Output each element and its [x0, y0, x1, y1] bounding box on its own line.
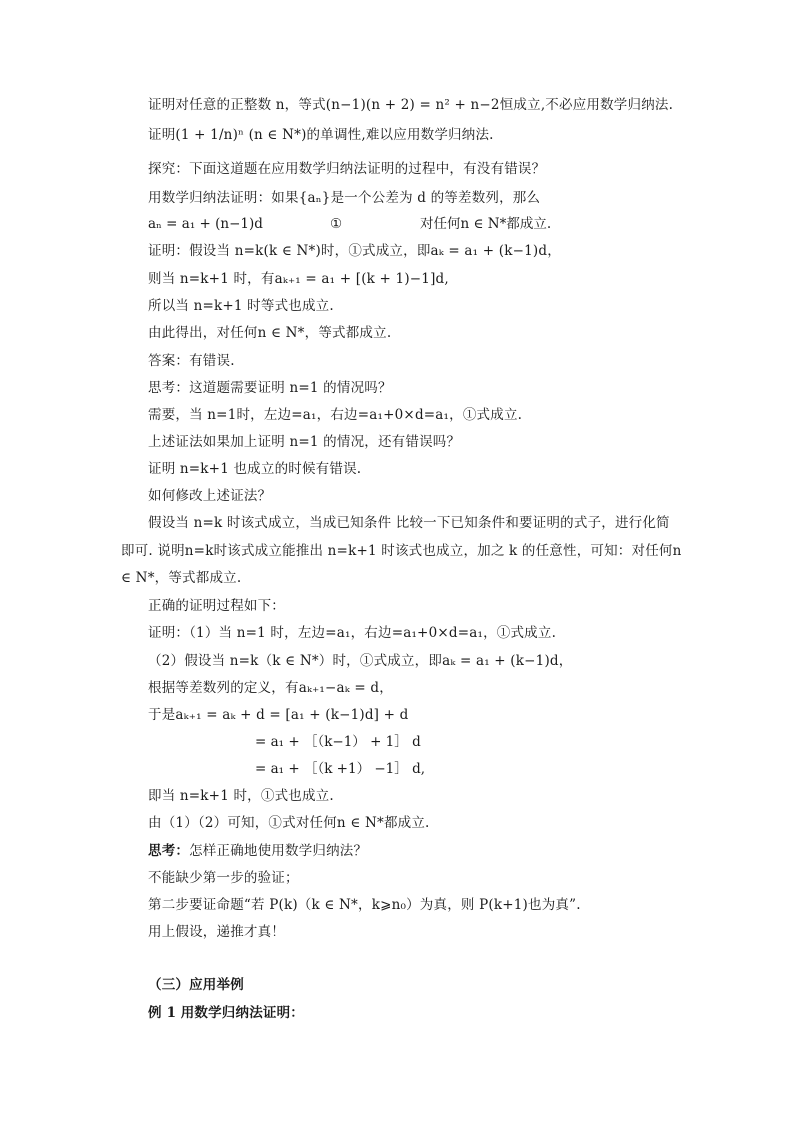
text-line-21: 由（1）（2）可知，①式对任何n ∈ N*都成立.: [148, 815, 430, 831]
text-line-20: 即当 n=k+1 时，①式也成立.: [148, 788, 334, 804]
text-line-17: （2）假设当 n=k（k ∈ N*）时，①式成立，即aₖ = a₁ + (k−1)d，: [148, 653, 573, 669]
formula-condition: 对任何n ∈ N*都成立.: [420, 216, 552, 232]
text-line-3: 探究：下面这道题在应用数学归纳法证明的过程中，有没有错误？: [148, 161, 546, 177]
example-line: [148, 1004, 304, 1022]
example-text: 用数学归纳法证明：: [180, 1005, 305, 1021]
text-line-16: 证明：（1）当 n=1 时，左边=a₁，右边=a₁+0×d=a₁，①式成立.: [148, 625, 557, 641]
think-label: 思考：: [148, 843, 190, 859]
text-line-15: 正确的证明过程如下：: [148, 598, 285, 614]
paragraph-line-1: 假设当 n=k 时该式成立，当成已知条件 比较一下已知条件和要证明的式子，进行化简: [148, 515, 670, 531]
text-line-6: 则当 n=k+1 时，有aₖ₊₁ = a₁ + [(k + 1)−1]d,: [148, 271, 449, 287]
text-line-8: 由此得出，对任何n ∈ N*，等式都成立.: [148, 325, 392, 341]
text-line-7: 所以当 n=k+1 时等式也成立.: [148, 298, 334, 314]
derivation-step-1: = a₁ + ［（k−1） + 1］ d: [255, 734, 421, 750]
equation-marker: ①: [330, 216, 343, 232]
text-line-1: 证明对任意的正整数 n，等式(n−1)(n + 2) = n² + n−2恒成立,不必应用数学归纳法.: [148, 97, 674, 113]
text-line-14: 如何修改上述证法？: [148, 488, 272, 504]
paragraph-line-2: 即可. 说明n=k时该式成立能推出 n=k+1 时该式也成立，加之 k 的任意性，可知：对任何n: [121, 543, 682, 559]
text-line-11: 需要，当 n=1时，左边=a₁，右边=a₁+0×d=a₁，①式成立.: [148, 407, 523, 423]
text-line-22: 不能缺少第一步的验证；: [148, 870, 299, 886]
formula-an: aₙ = a₁ + (n−1)d: [148, 216, 263, 232]
derivation-step-2: = a₁ + ［（k +1） −1］ d,: [255, 761, 425, 777]
paragraph-line-3: ∈ N*，等式都成立.: [121, 570, 242, 586]
think-line: [148, 842, 367, 860]
example-label: 例 1: [148, 1005, 177, 1021]
text-line-24: 用上假设，递推才真！: [148, 924, 285, 940]
text-line-18: 根据等差数列的定义，有aₖ₊₁−aₖ = d，: [148, 680, 393, 696]
text-line-12: 上述证法如果加上证明 n=1 的情况，还有错误吗？: [148, 434, 461, 450]
text-line-10: 思考：这道题需要证明 n=1 的情况吗？: [148, 380, 392, 396]
text-line-4: 用数学归纳法证明：如果{aₙ}是一个公差为 d 的等差数列，那么: [148, 190, 541, 206]
think-question: 怎样正确地使用数学归纳法？: [189, 843, 368, 859]
text-line-5: 证明：假设当 n=k(k ∈ N*)时，①式成立，即aₖ = a₁ + (k−1)d，: [148, 243, 561, 259]
text-line-19: 于是aₖ₊₁ = aₖ + d = [a₁ + (k−1)d] + d: [148, 707, 409, 723]
section-heading: （三）应用举例: [148, 977, 244, 993]
text-line-2: 证明(1 + 1/n)ⁿ (n ∈ N*)的单调性,难以应用数学归纳法.: [148, 127, 494, 143]
text-line-23: 第二步要证命题“若 P(k)（k ∈ N*，k⩾n₀）为真，则 P(k+1)也为真”.: [148, 897, 581, 913]
text-line-13: 证明 n=k+1 也成立的时候有错误.: [148, 461, 362, 477]
text-line-9: 答案：有错误.: [148, 353, 235, 369]
